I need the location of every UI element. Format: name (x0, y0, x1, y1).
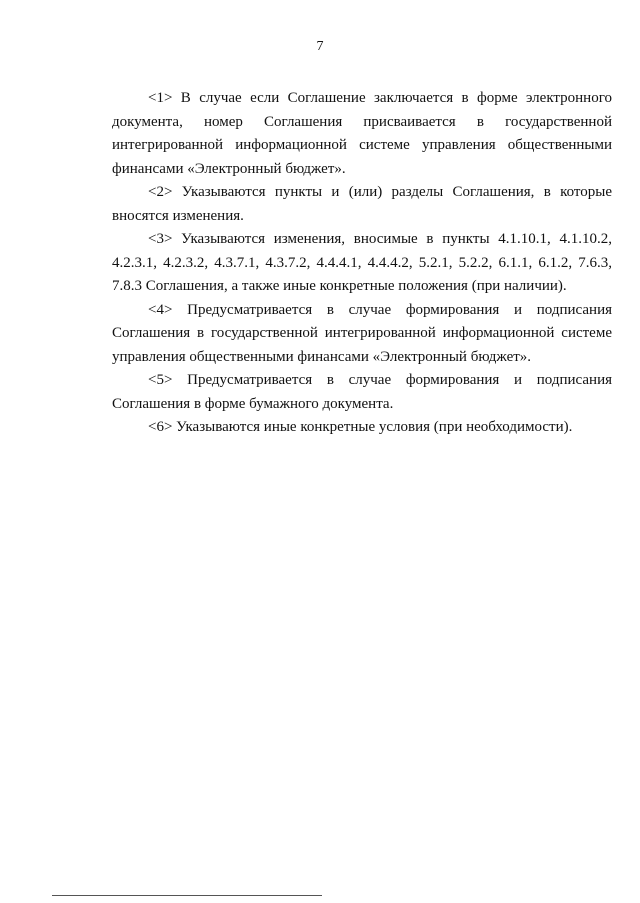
footnote-1: <1> В случае если Соглашение заключается в форме электронного документа, номер Соглашения присваивается в государственной интегрированной информационной системе управления общественными финансами «Электронный бюджет». (112, 90, 612, 177)
bottom-divider (52, 895, 322, 896)
footnote-3: <3> Указываются изменения, вносимые в пункты 4.1.10.1, 4.1.10.2, 4.2.3.1, 4.2.3.2, 4.3.7.1, 4.3.7.2, 4.4.4.1, 4.4.4.2, 5.2.1, 5.2.2, 6.1.1, 6.1.2, 7.6.3, 7.8.3 Соглашения, а также иные конкретные положения (при наличии). (112, 231, 612, 294)
footnote-2: <2> Указываются пункты и (или) разделы Соглашения, в которые вносятся изменения. (112, 184, 612, 224)
footnote-5: <5> Предусматривается в случае формирования и подписания Соглашения в форме бумажного документа. (112, 372, 612, 412)
footnotes-list (112, 87, 612, 440)
page-number: 7 (316, 39, 324, 54)
footnote-6: <6> Указываются иные конкретные условия (при необходимости). (148, 419, 573, 435)
footnote-4: <4> Предусматривается в случае формирования и подписания Соглашения в государственной интегрированной информационной системе управления общественными финансами «Электронный бюджет». (112, 301, 612, 365)
